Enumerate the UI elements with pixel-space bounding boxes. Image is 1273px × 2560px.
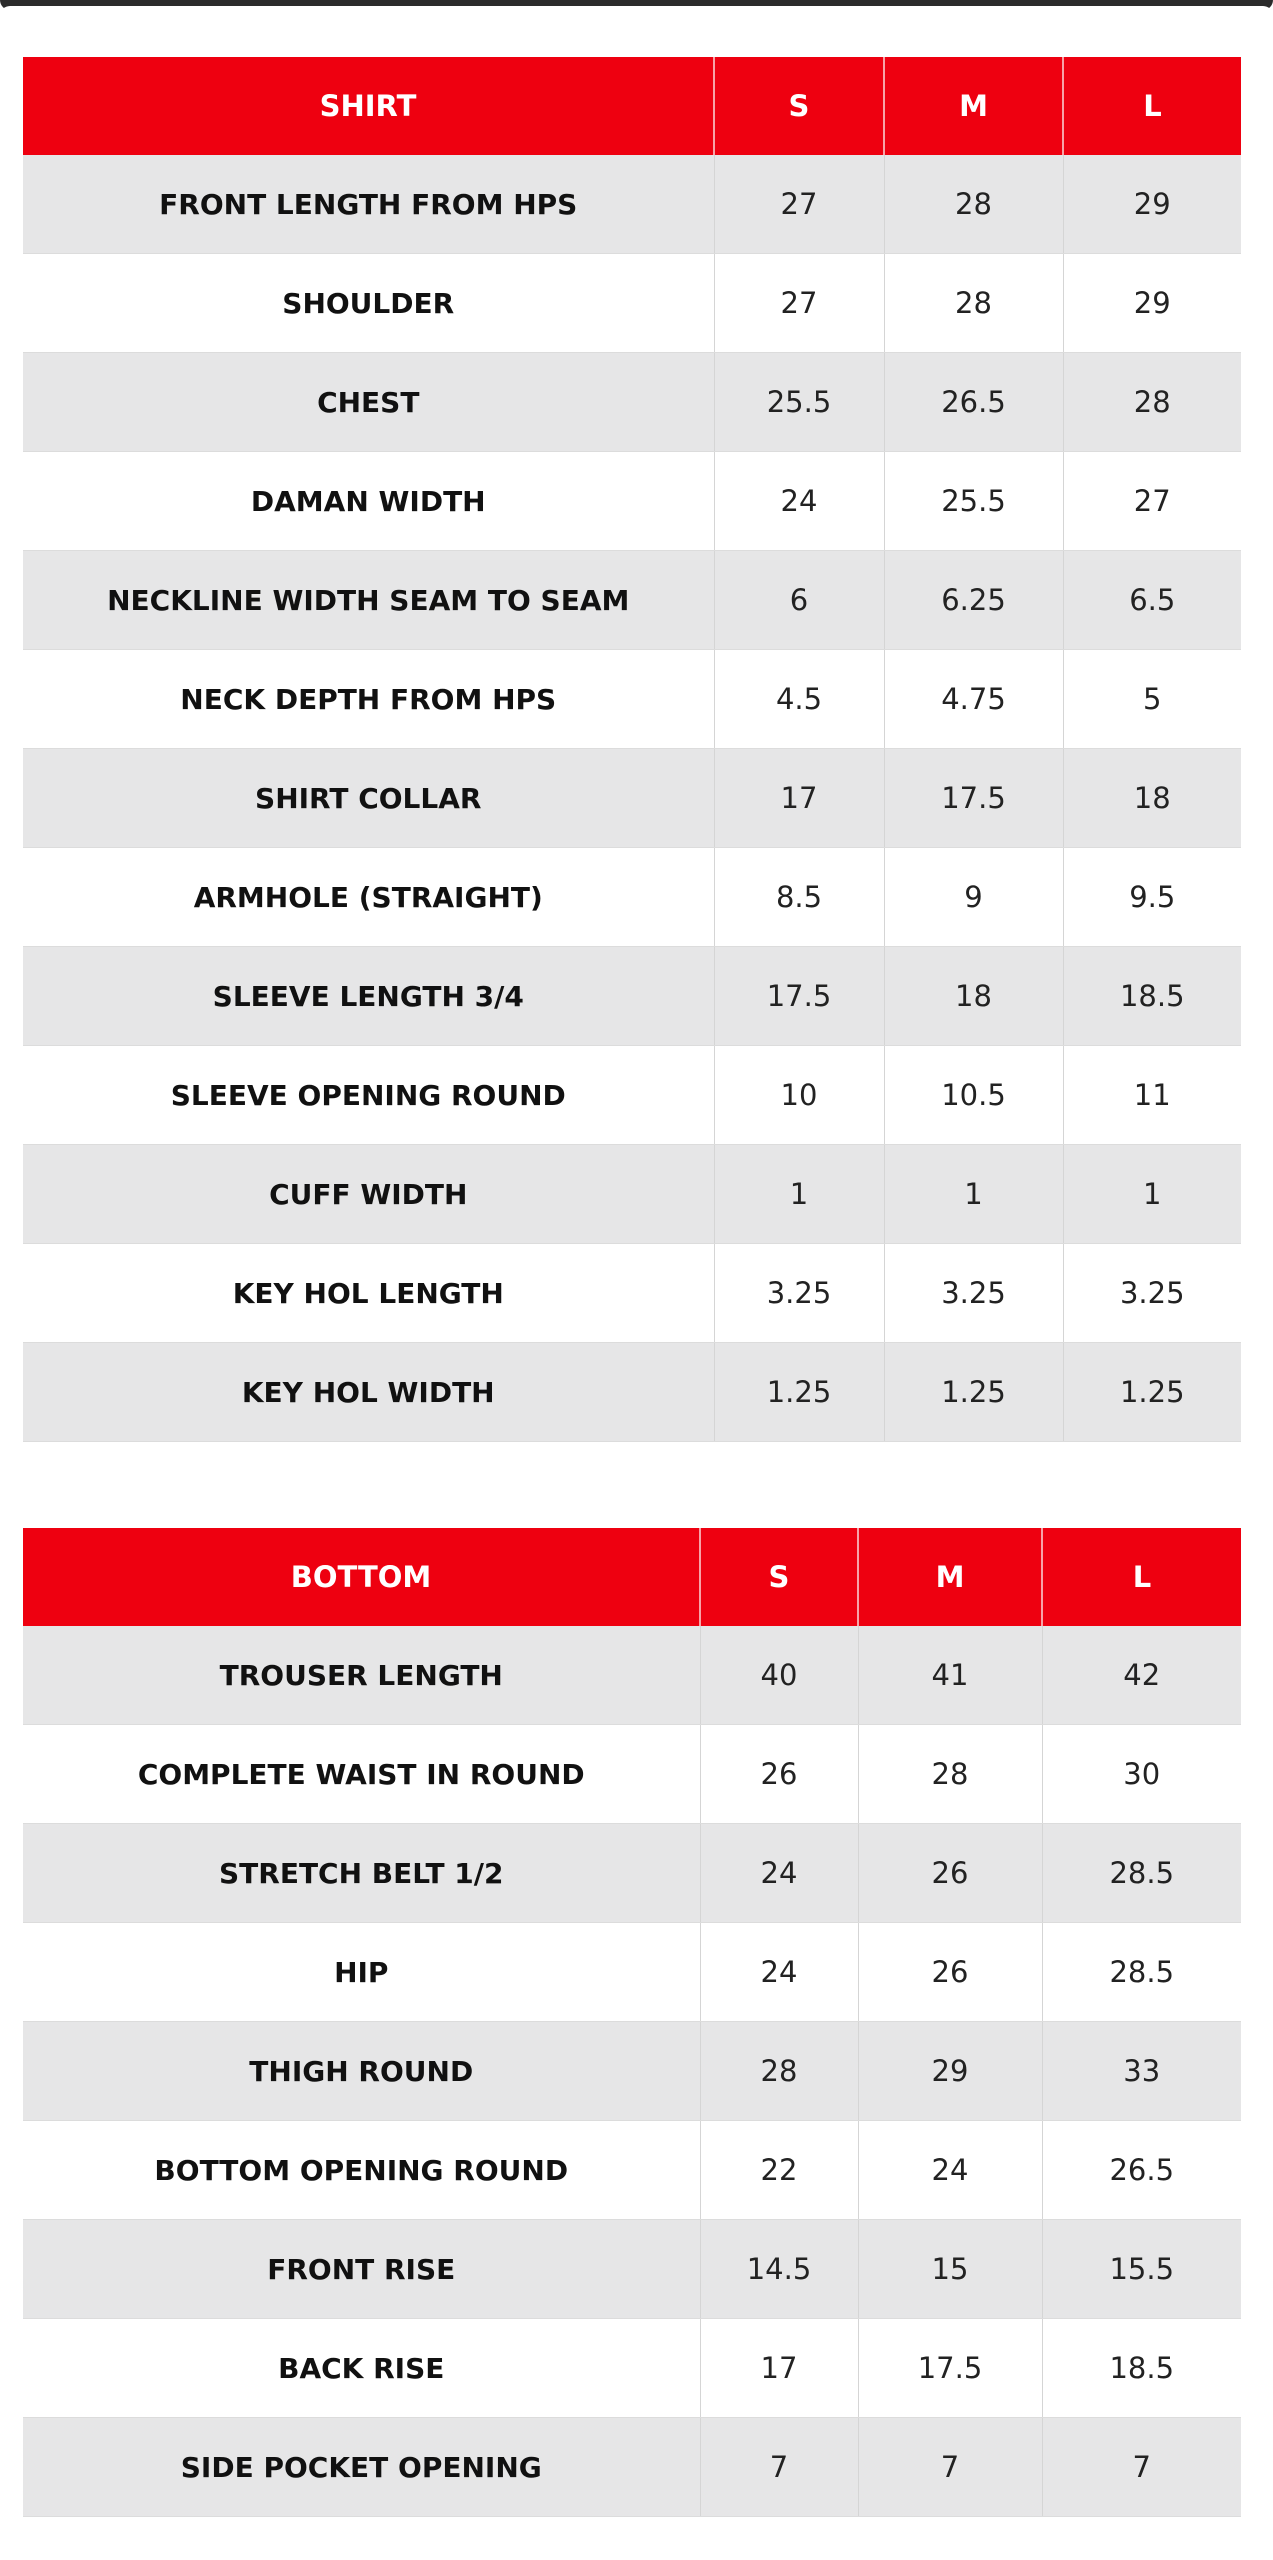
size-s-value: 7	[700, 2418, 858, 2517]
measurement-label: COMPLETE WAIST IN ROUND	[23, 1725, 700, 1824]
table-row	[23, 1145, 1241, 1244]
size-s-value: 14.5	[700, 2220, 858, 2319]
measurement-label: SIDE POCKET OPENING	[23, 2418, 700, 2517]
size-l-value: 5	[1063, 650, 1241, 749]
table-row	[23, 452, 1241, 551]
size-m-value: 17.5	[858, 2319, 1042, 2418]
bottom-header-size-m: M	[858, 1528, 1042, 1626]
size-m-value: 28	[884, 254, 1063, 353]
size-m-value: 25.5	[884, 452, 1063, 551]
table-row	[23, 947, 1241, 1046]
table-row	[23, 650, 1241, 749]
size-s-value: 28	[700, 2022, 858, 2121]
measurement-label: DAMAN WIDTH	[23, 452, 714, 551]
measurement-label: CHEST	[23, 353, 714, 452]
size-m-value: 26	[858, 1923, 1042, 2022]
size-m-value: 1	[884, 1145, 1063, 1244]
size-s-value: 27	[714, 155, 884, 254]
size-l-value: 1.25	[1063, 1343, 1241, 1442]
measurement-label: KEY HOL WIDTH	[23, 1343, 714, 1442]
size-l-value: 18	[1063, 749, 1241, 848]
table-row	[23, 2319, 1241, 2418]
size-l-value: 27	[1063, 452, 1241, 551]
measurement-label: NECK DEPTH FROM HPS	[23, 650, 714, 749]
size-s-value: 1.25	[714, 1343, 884, 1442]
size-s-value: 24	[714, 452, 884, 551]
bottom-size-table	[23, 1528, 1241, 2517]
measurement-label: HIP	[23, 1923, 700, 2022]
size-l-value: 26.5	[1042, 2121, 1241, 2220]
shirt-header-size-s: S	[714, 57, 884, 155]
size-l-value: 6.5	[1063, 551, 1241, 650]
size-l-value: 7	[1042, 2418, 1241, 2517]
size-l-value: 29	[1063, 254, 1241, 353]
size-s-value: 22	[700, 2121, 858, 2220]
bottom-header-row	[23, 1528, 1241, 1626]
table-row	[23, 2220, 1241, 2319]
table-row	[23, 1343, 1241, 1442]
measurement-label: ARMHOLE (STRAIGHT)	[23, 848, 714, 947]
size-m-value: 17.5	[884, 749, 1063, 848]
measurement-label: SLEEVE LENGTH 3/4	[23, 947, 714, 1046]
table-row	[23, 2121, 1241, 2220]
table-row	[23, 1626, 1241, 1725]
table-row	[23, 1923, 1241, 2022]
bottom-header-size-l: L	[1042, 1528, 1241, 1626]
size-s-value: 17	[700, 2319, 858, 2418]
measurement-label: TROUSER LENGTH	[23, 1626, 700, 1725]
size-l-value: 18.5	[1063, 947, 1241, 1046]
size-l-value: 15.5	[1042, 2220, 1241, 2319]
size-s-value: 10	[714, 1046, 884, 1145]
size-m-value: 29	[858, 2022, 1042, 2121]
size-m-value: 7	[858, 2418, 1042, 2517]
size-l-value: 28.5	[1042, 1824, 1241, 1923]
size-s-value: 25.5	[714, 353, 884, 452]
size-l-value: 18.5	[1042, 2319, 1241, 2418]
table-row	[23, 254, 1241, 353]
table-row	[23, 551, 1241, 650]
table-row	[23, 353, 1241, 452]
size-l-value: 42	[1042, 1626, 1241, 1725]
size-l-value: 28.5	[1042, 1923, 1241, 2022]
size-s-value: 40	[700, 1626, 858, 1725]
measurement-label: THIGH ROUND	[23, 2022, 700, 2121]
table-row	[23, 1824, 1241, 1923]
bottom-header-size-s: S	[700, 1528, 858, 1626]
measurement-label: BACK RISE	[23, 2319, 700, 2418]
size-l-value: 1	[1063, 1145, 1241, 1244]
size-s-value: 6	[714, 551, 884, 650]
size-m-value: 41	[858, 1626, 1042, 1725]
size-m-value: 28	[884, 155, 1063, 254]
size-m-value: 18	[884, 947, 1063, 1046]
size-l-value: 9.5	[1063, 848, 1241, 947]
table-row	[23, 155, 1241, 254]
shirt-size-table	[23, 57, 1241, 1442]
size-s-value: 3.25	[714, 1244, 884, 1343]
size-s-value: 27	[714, 254, 884, 353]
table-row	[23, 749, 1241, 848]
table-row	[23, 1046, 1241, 1145]
size-s-value: 26	[700, 1725, 858, 1824]
measurement-label: FRONT RISE	[23, 2220, 700, 2319]
measurement-label: SHIRT COLLAR	[23, 749, 714, 848]
size-m-value: 15	[858, 2220, 1042, 2319]
shirt-header-row	[23, 57, 1241, 155]
shirt-header-size-l: L	[1063, 57, 1241, 155]
size-m-value: 28	[858, 1725, 1042, 1824]
size-l-value: 33	[1042, 2022, 1241, 2121]
window-top-edge	[0, 0, 1273, 10]
size-s-value: 24	[700, 1824, 858, 1923]
size-m-value: 26	[858, 1824, 1042, 1923]
table-row	[23, 848, 1241, 947]
bottom-table-body	[23, 1626, 1241, 2517]
shirt-header-size-m: M	[884, 57, 1063, 155]
size-m-value: 1.25	[884, 1343, 1063, 1442]
size-m-value: 6.25	[884, 551, 1063, 650]
measurement-label: SLEEVE OPENING ROUND	[23, 1046, 714, 1145]
table-row	[23, 1725, 1241, 1824]
table-row	[23, 2022, 1241, 2121]
bottom-header-label: BOTTOM	[23, 1528, 700, 1626]
shirt-header-label: SHIRT	[23, 57, 714, 155]
size-s-value: 17.5	[714, 947, 884, 1046]
size-s-value: 8.5	[714, 848, 884, 947]
measurement-label: FRONT LENGTH FROM HPS	[23, 155, 714, 254]
size-m-value: 24	[858, 2121, 1042, 2220]
measurement-label: KEY HOL LENGTH	[23, 1244, 714, 1343]
size-l-value: 3.25	[1063, 1244, 1241, 1343]
size-m-value: 3.25	[884, 1244, 1063, 1343]
size-s-value: 4.5	[714, 650, 884, 749]
size-m-value: 4.75	[884, 650, 1063, 749]
size-s-value: 1	[714, 1145, 884, 1244]
size-s-value: 17	[714, 749, 884, 848]
table-row	[23, 2418, 1241, 2517]
size-l-value: 29	[1063, 155, 1241, 254]
size-l-value: 28	[1063, 353, 1241, 452]
measurement-label: NECKLINE WIDTH SEAM TO SEAM	[23, 551, 714, 650]
size-m-value: 26.5	[884, 353, 1063, 452]
measurement-label: BOTTOM OPENING ROUND	[23, 2121, 700, 2220]
size-s-value: 24	[700, 1923, 858, 2022]
size-l-value: 11	[1063, 1046, 1241, 1145]
measurement-label: STRETCH BELT 1/2	[23, 1824, 700, 1923]
measurement-label: CUFF WIDTH	[23, 1145, 714, 1244]
size-m-value: 9	[884, 848, 1063, 947]
table-row	[23, 1244, 1241, 1343]
size-m-value: 10.5	[884, 1046, 1063, 1145]
shirt-table-body	[23, 155, 1241, 1442]
size-l-value: 30	[1042, 1725, 1241, 1824]
measurement-label: SHOULDER	[23, 254, 714, 353]
